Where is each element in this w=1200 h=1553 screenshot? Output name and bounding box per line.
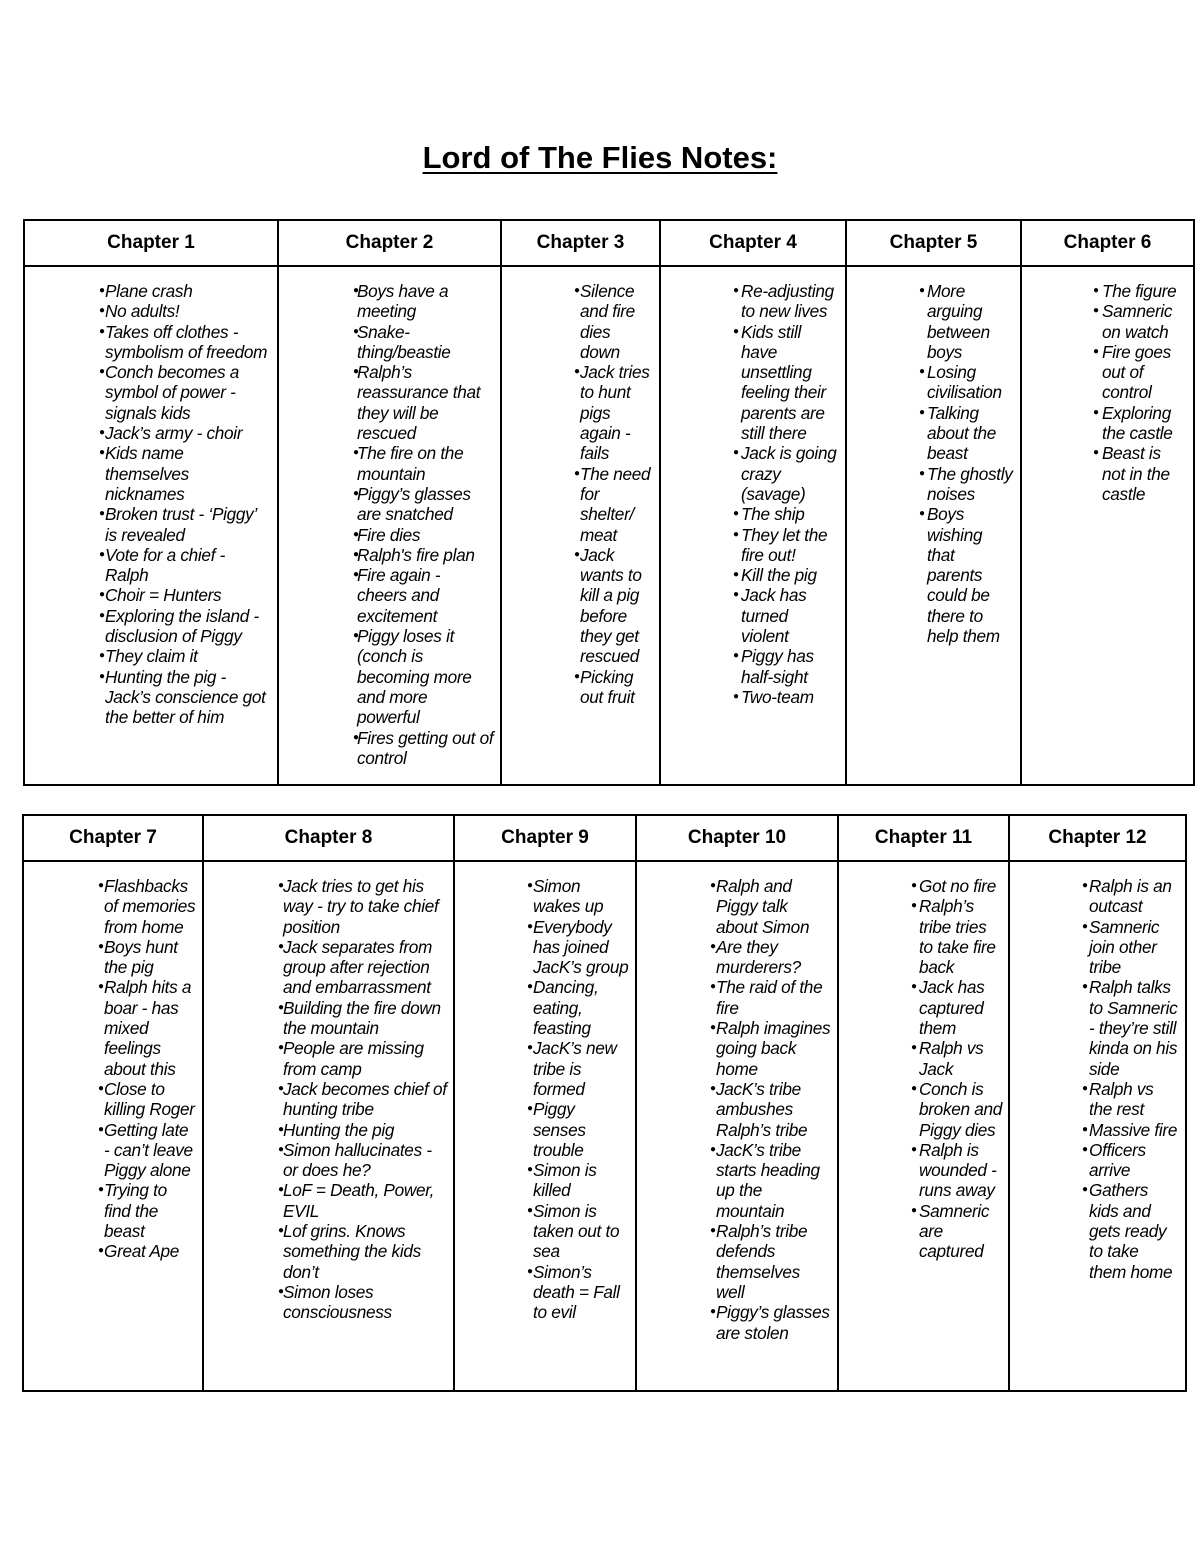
note-item: ● Boys wishing that parents could be there to help them: [927, 504, 1014, 646]
note-item: ● Fire goes out of control: [1102, 342, 1187, 403]
chapter-heading: Chapter 3: [501, 220, 660, 266]
note-item: ● Beast is not in the castle: [1102, 443, 1187, 504]
note-item: ● Ralph's fire plan: [357, 545, 494, 565]
chapter-heading: Chapter 5: [846, 220, 1021, 266]
note-item: ● Ralph vs Jack: [919, 1038, 1002, 1079]
chapter-heading: Chapter 2: [278, 220, 501, 266]
note-item: ● JacK’s tribe ambushes Ralph’s tribe: [716, 1079, 831, 1140]
notes-row: [24, 266, 1194, 785]
chapter-heading: Chapter 8: [203, 815, 454, 861]
chapter-heading: Chapter 9: [454, 815, 636, 861]
note-item: ● Piggy’s glasses are snatched: [357, 484, 494, 525]
note-item: ● Simon loses consciousness: [283, 1282, 447, 1323]
note-item: ● Getting late - can’t leave Piggy alone: [104, 1120, 196, 1181]
notes-list: [839, 862, 1008, 1262]
note-item: ● Fire dies: [357, 525, 494, 545]
note-item: ● Samneric on watch: [1102, 301, 1187, 342]
notes-row: [23, 861, 1186, 1391]
chapter-notes-cell: [1009, 861, 1186, 1391]
note-item: ● Ralph and Piggy talk about Simon: [716, 876, 831, 937]
notes-list: [25, 267, 277, 728]
note-item: ● Jack separates from group after rejection and embarrassment: [283, 937, 447, 998]
note-item: ● They let the fire out!: [741, 525, 839, 566]
notes-list: [847, 267, 1020, 646]
note-item: ● JacK’s tribe starts heading up the mountain: [716, 1140, 831, 1221]
note-item: ● Jack’s army - choir: [105, 423, 271, 443]
header-row: [23, 815, 1186, 861]
note-item: ● Simon wakes up: [533, 876, 629, 917]
note-item: ● People are missing from camp: [283, 1038, 447, 1079]
note-item: ● Silence and fire dies down: [580, 281, 653, 362]
chapter-heading: Chapter 4: [660, 220, 846, 266]
chapter-heading: Chapter 1: [24, 220, 278, 266]
note-item: ● Flashbacks of memories from home: [104, 876, 196, 937]
note-item: ● Jack is going crazy (savage): [741, 443, 839, 504]
note-item: ● Ralph is an outcast: [1089, 876, 1179, 917]
note-item: ● JacK’s new tribe is formed: [533, 1038, 629, 1099]
note-item: ● Kids name themselves nicknames: [105, 443, 271, 504]
note-item: ● Ralph hits a boar - has mixed feelings about this: [104, 977, 196, 1078]
notes-list: [1022, 267, 1193, 504]
chapter-notes-cell: [501, 266, 660, 785]
note-item: ● Boys hunt the pig: [104, 937, 196, 978]
note-item: ● Two-team: [741, 687, 839, 707]
note-item: ● Jack has captured them: [919, 977, 1002, 1038]
chapter-notes-cell: [1021, 266, 1194, 785]
note-item: ● Kids still have unsettling feeling their parents are still there: [741, 322, 839, 444]
note-item: ● Jack has turned violent: [741, 585, 839, 646]
note-item: ● Boys have a meeting: [357, 281, 494, 322]
note-item: ● Conch becomes a symbol of power - signals kids: [105, 362, 271, 423]
note-item: ● Ralph is wounded - runs away: [919, 1140, 1002, 1201]
note-item: ● Simon is killed: [533, 1160, 629, 1201]
note-item: ● Conch is broken and Piggy dies: [919, 1079, 1002, 1140]
note-item: ● Samneric are captured: [919, 1201, 1002, 1262]
note-item: ● Piggy has half-sight: [741, 646, 839, 687]
chapter-heading: Chapter 6: [1021, 220, 1194, 266]
notes-list: [279, 267, 500, 768]
chapter-heading: Chapter 11: [838, 815, 1009, 861]
note-item: ● Simon hallucinates - or does he?: [283, 1140, 447, 1181]
note-item: ● Everybody has joined JacK’s group: [533, 917, 629, 978]
chapter-notes-cell: [278, 266, 501, 785]
chapter-notes-table-top: [23, 219, 1195, 786]
note-item: ● The ship: [741, 504, 839, 524]
note-item: ● Are they murderers?: [716, 937, 831, 978]
chapter-notes-cell: [203, 861, 454, 1391]
note-item: ● The need for shelter/ meat: [580, 464, 653, 545]
note-item: ● Hunting the pig - Jack’s conscience got the better of him: [105, 667, 271, 728]
chapter-notes-cell: [636, 861, 838, 1391]
page-title: Lord of The Flies Notes:: [422, 140, 778, 175]
note-item: ● Close to killing Roger: [104, 1079, 196, 1120]
note-item: ● Exploring the castle: [1102, 403, 1187, 444]
chapter-notes-cell: [23, 861, 203, 1391]
notes-list: [24, 862, 202, 1262]
notes-list: [661, 267, 845, 707]
note-item: ● Piggy’s glasses are stolen: [716, 1302, 831, 1343]
note-item: ● They claim it: [105, 646, 271, 666]
note-item: ● Plane crash: [105, 281, 271, 301]
note-item: ● Losing civilisation: [927, 362, 1014, 403]
note-item: ● Choir = Hunters: [105, 585, 271, 605]
chapter-notes-cell: [838, 861, 1009, 1391]
note-item: ● Jack wants to kill a pig before they get rescued: [580, 545, 653, 667]
note-item: ● Re-adjusting to new lives: [741, 281, 839, 322]
note-item: ● Jack becomes chief of hunting tribe: [283, 1079, 447, 1120]
note-item: ● Ralph imagines going back home: [716, 1018, 831, 1079]
notes-list: [455, 862, 635, 1323]
note-item: ● Jack tries to get his way - try to take chief position: [283, 876, 447, 937]
note-item: ● LoF = Death, Power, EVIL: [283, 1180, 447, 1221]
note-item: ● Takes off clothes - symbolism of freedom: [105, 322, 271, 363]
note-item: ● Piggy senses trouble: [533, 1099, 629, 1160]
note-item: ● Simon’s death = Fall to evil: [533, 1262, 629, 1323]
note-item: ● Exploring the island - disclusion of Piggy: [105, 606, 271, 647]
chapter-heading: Chapter 10: [636, 815, 838, 861]
note-item: ● Fire again - cheers and excitement: [357, 565, 494, 626]
note-item: ● Ralph’s tribe defends themselves well: [716, 1221, 831, 1302]
note-item: ● Officers arrive: [1089, 1140, 1179, 1181]
note-item: ● Fires getting out of control: [357, 728, 494, 769]
note-item: ● Lof grins. Knows something the kids don’t: [283, 1221, 447, 1282]
note-item: ● Ralph talks to Samneric - they’re still kinda on his side: [1089, 977, 1179, 1078]
notes-list: [637, 862, 837, 1343]
chapter-heading: Chapter 12: [1009, 815, 1186, 861]
note-item: ● Great Ape: [104, 1241, 196, 1261]
note-item: ● The figure: [1102, 281, 1187, 301]
note-item: ● Hunting the pig: [283, 1120, 447, 1140]
note-item: ● Building the fire down the mountain: [283, 998, 447, 1039]
note-item: ● Massive fire: [1089, 1120, 1179, 1140]
note-item: ● Talking about the beast: [927, 403, 1014, 464]
note-item: ● The ghostly noises: [927, 464, 1014, 505]
note-item: ● Snake-thing/beastie: [357, 322, 494, 363]
chapter-notes-cell: [660, 266, 846, 785]
note-item: ● The raid of the fire: [716, 977, 831, 1018]
note-item: ● Got no fire: [919, 876, 1002, 896]
note-item: ● Dancing, eating, feasting: [533, 977, 629, 1038]
note-item: ● Ralph vs the rest: [1089, 1079, 1179, 1120]
note-item: ● Trying to find the beast: [104, 1180, 196, 1241]
note-item: ● Piggy loses it (conch is becoming more and more powerful: [357, 626, 494, 727]
note-item: ● Samneric join other tribe: [1089, 917, 1179, 978]
chapter-heading: Chapter 7: [23, 815, 203, 861]
note-item: ● More arguing between boys: [927, 281, 1014, 362]
note-item: ● Ralph’s tribe tries to take fire back: [919, 896, 1002, 977]
notes-list: [1010, 862, 1185, 1282]
note-item: ● Ralph’s reassurance that they will be rescued: [357, 362, 494, 443]
chapter-notes-cell: [454, 861, 636, 1391]
note-item: ● Picking out fruit: [580, 667, 653, 708]
note-item: ● The fire on the mountain: [357, 443, 494, 484]
note-item: ● Kill the pig: [741, 565, 839, 585]
note-item: ● No adults!: [105, 301, 271, 321]
chapter-notes-cell: [846, 266, 1021, 785]
note-item: ● Broken trust - ‘Piggy’ is revealed: [105, 504, 271, 545]
note-item: ● Gathers kids and gets ready to take them home: [1089, 1180, 1179, 1281]
note-item: ● Vote for a chief - Ralph: [105, 545, 271, 586]
note-item: ● Simon is taken out to sea: [533, 1201, 629, 1262]
chapter-notes-table-bottom: [22, 814, 1187, 1392]
notes-list: [502, 267, 659, 707]
header-row: [24, 220, 1194, 266]
notes-list: [204, 862, 453, 1323]
chapter-notes-cell: [24, 266, 278, 785]
note-item: ● Jack tries to hunt pigs again - fails: [580, 362, 653, 463]
